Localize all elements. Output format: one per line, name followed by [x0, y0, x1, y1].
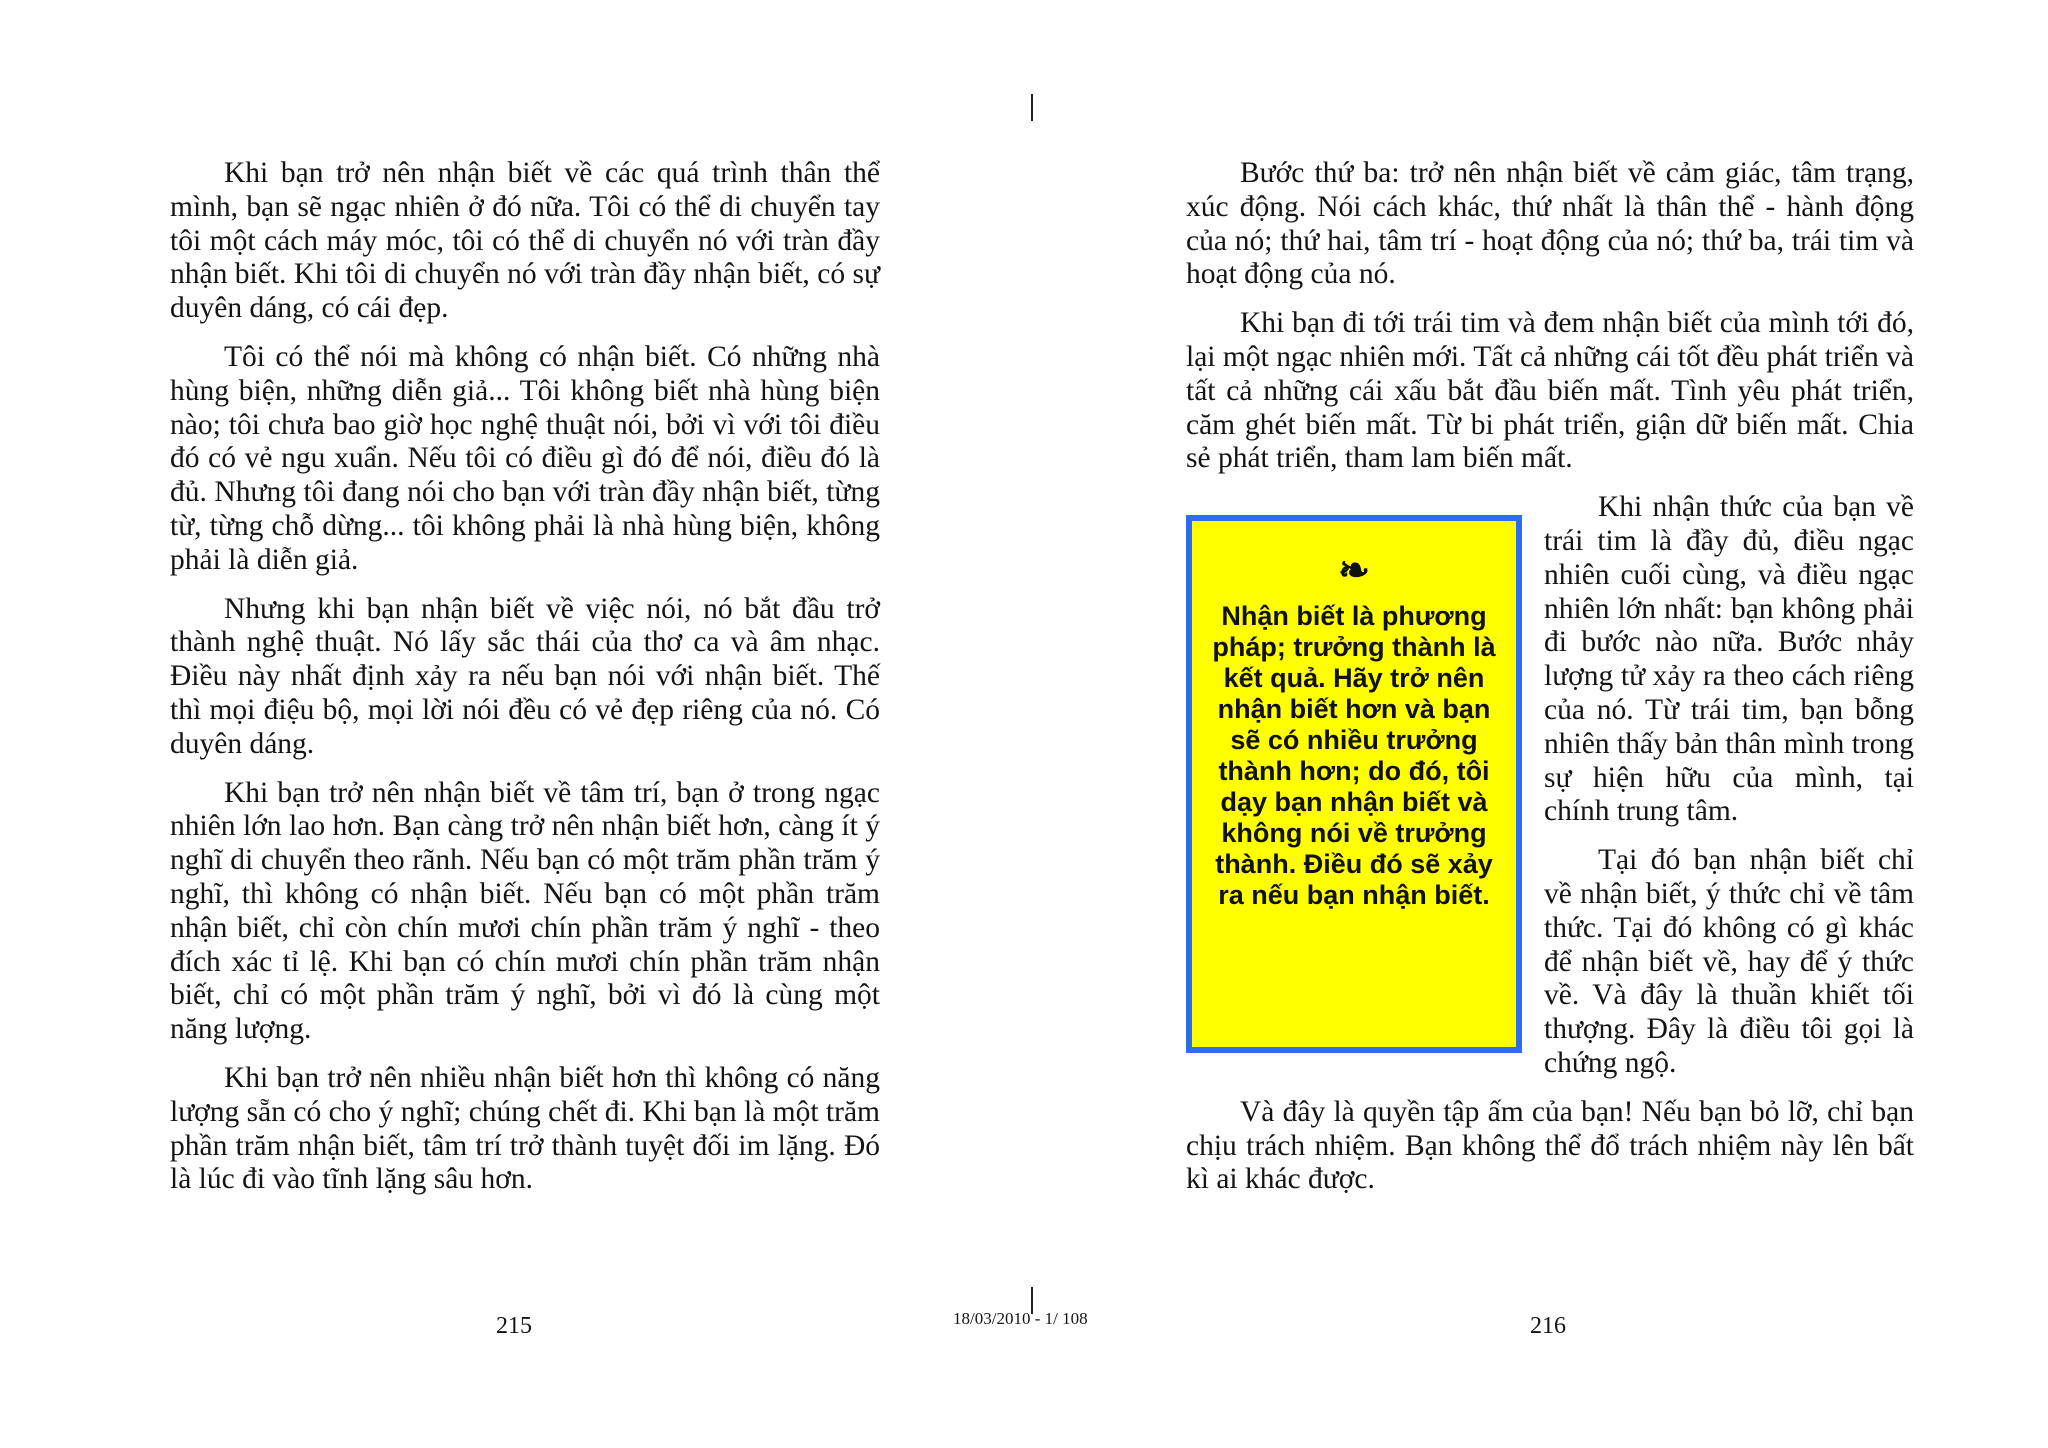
left-paragraph-3: Nhưng khi bạn nhận biết về việc nói, nó bắt đầu trở thành nghệ thuật. Nó lấy sắc thái của thơ ca và âm nhạc. Điều này nhất định xảy ra nếu bạn nói với nhận biết. Thế thì mọi điệu bộ, mọi lời nói đều có vẻ đẹp riêng của nó. Có duyên dáng.: [170, 592, 880, 760]
right-paragraph-5: Và đây là quyền tập ấm của bạn! Nếu bạn bỏ lỡ, chỉ bạn chịu trách nhiệm. Bạn không thể đổ trách nhiệm này lên bất kì ai khác được.: [1186, 1095, 1914, 1196]
pull-quote-text: Nhận biết là phương pháp; trưởng thành là kết quả. Hãy trở nên nhận biết hơn và bạn sẽ có nhiều trưởng thành hơn; do đó, tôi dạy bạn nhận biết và không nói về trưởng thành. Điều đó sẽ xảy ra nếu bạn nhận biết.: [1212, 601, 1496, 911]
right-paragraph-1: Bước thứ ba: trở nên nhận biết về cảm giác, tâm trạng, xúc động. Nói cách khác, thứ nhất là thân thể - hành động của nó; thứ hai, tâm trí - hoạt động của nó; thứ ba, trái tim và hoạt động của nó.: [1186, 157, 1914, 291]
top-crop-mark: [1031, 94, 1033, 121]
left-page-number: 215: [496, 1313, 532, 1339]
right-paragraph-4: Tại đó bạn nhận biết chỉ về nhận biết, ý thức chỉ về tâm thức. Tại đó không có gì khác để nhận biết về, hay để ý thức về. Và đây là thuần khiết tối thượng. Đây là điều tôi gọi là chứng ngộ.: [1544, 844, 1914, 1079]
pull-quote-box: [1186, 515, 1522, 1053]
fleuron-ornament-icon: ❧: [1338, 550, 1370, 593]
right-paragraph-3: Khi nhận thức của bạn về trái tim là đầy đủ, điều ngạc nhiên cuối cùng, và điều ngạc nhiên lớn nhất: bạn không phải đi bước nào nữa. Bước nhảy lượng tử xảy ra theo cách riêng của nó. Từ trái tim, bạn bỗng nhiên thấy bản thân mình trong sự hiện hữu của mình, tại chính trung tâm.: [1544, 491, 1914, 828]
left-paragraph-2: Tôi có thể nói mà không có nhận biết. Có những nhà hùng biện, những diễn giả... Tôi không biết nhà hùng biện nào; tôi chưa bao giờ học nghệ thuật nói, bởi vì với tôi điều đó có vẻ ngu xuẩn. Nếu tôi có điều gì đó để nói, điều đó là đủ. Nhưng tôi đang nói cho bạn với tràn đầy nhận biết, từng từ, từng chỗ dừng... tôi không phải là nhà hùng biện, không phải là diễn giả.: [170, 340, 880, 576]
print-date-footer: 18/03/2010 - 1/ 108: [953, 1309, 1088, 1328]
right-paragraph-2: Khi bạn đi tới trái tim và đem nhận biết của mình tới đó, lại một ngạc nhiên mới. Tất cả những cái tốt đều phát triển và tất cả những cái xấu bắt đầu biến mất. Tình yêu phát triển, căm ghét biến mất. Từ bi phát triển, giận dữ biến mất. Chia sẻ phát triển, tham lam biến mất.: [1186, 307, 1914, 475]
left-paragraph-4: Khi bạn trở nên nhận biết về tâm trí, bạn ở trong ngạc nhiên lớn lao hơn. Bạn càng trở nên nhận biết hơn, càng ít ý nghĩ di chuyển theo rãnh. Nếu bạn có một trăm phần trăm ý nghĩ, thì không có nhận biết. Nếu bạn có một phần trăm nhận biết, chỉ còn chín mươi chín phần trăm ý nghĩ - theo đích xác tỉ lệ. Khi bạn có chín mươi chín phần trăm nhận biết, chỉ có một phần trăm ý nghĩ, bởi vì đó là cùng một năng lượng.: [170, 776, 880, 1046]
right-page-text: [1186, 157, 1914, 1212]
left-paragraph-1: Khi bạn trở nên nhận biết về các quá trình thân thể mình, bạn sẽ ngạc nhiên ở đó nữa. Tôi có thể di chuyển tay tôi một cách máy móc, tôi có thể di chuyển nó với tràn đầy nhận biết. Khi tôi di chuyển nó với tràn đầy nhận biết, có sự duyên dáng, có cái đẹp.: [170, 157, 880, 325]
right-page-number: 216: [1530, 1313, 1566, 1339]
left-page-text: [170, 157, 880, 1212]
left-paragraph-5: Khi bạn trở nên nhiều nhận biết hơn thì không có năng lượng sẵn có cho ý nghĩ; chúng chết đi. Khi bạn là một trăm phần trăm nhận biết, tâm trí trở thành tuyệt đối im lặng. Đó là lúc đi vào tĩnh lặng sâu hơn.: [170, 1061, 880, 1196]
